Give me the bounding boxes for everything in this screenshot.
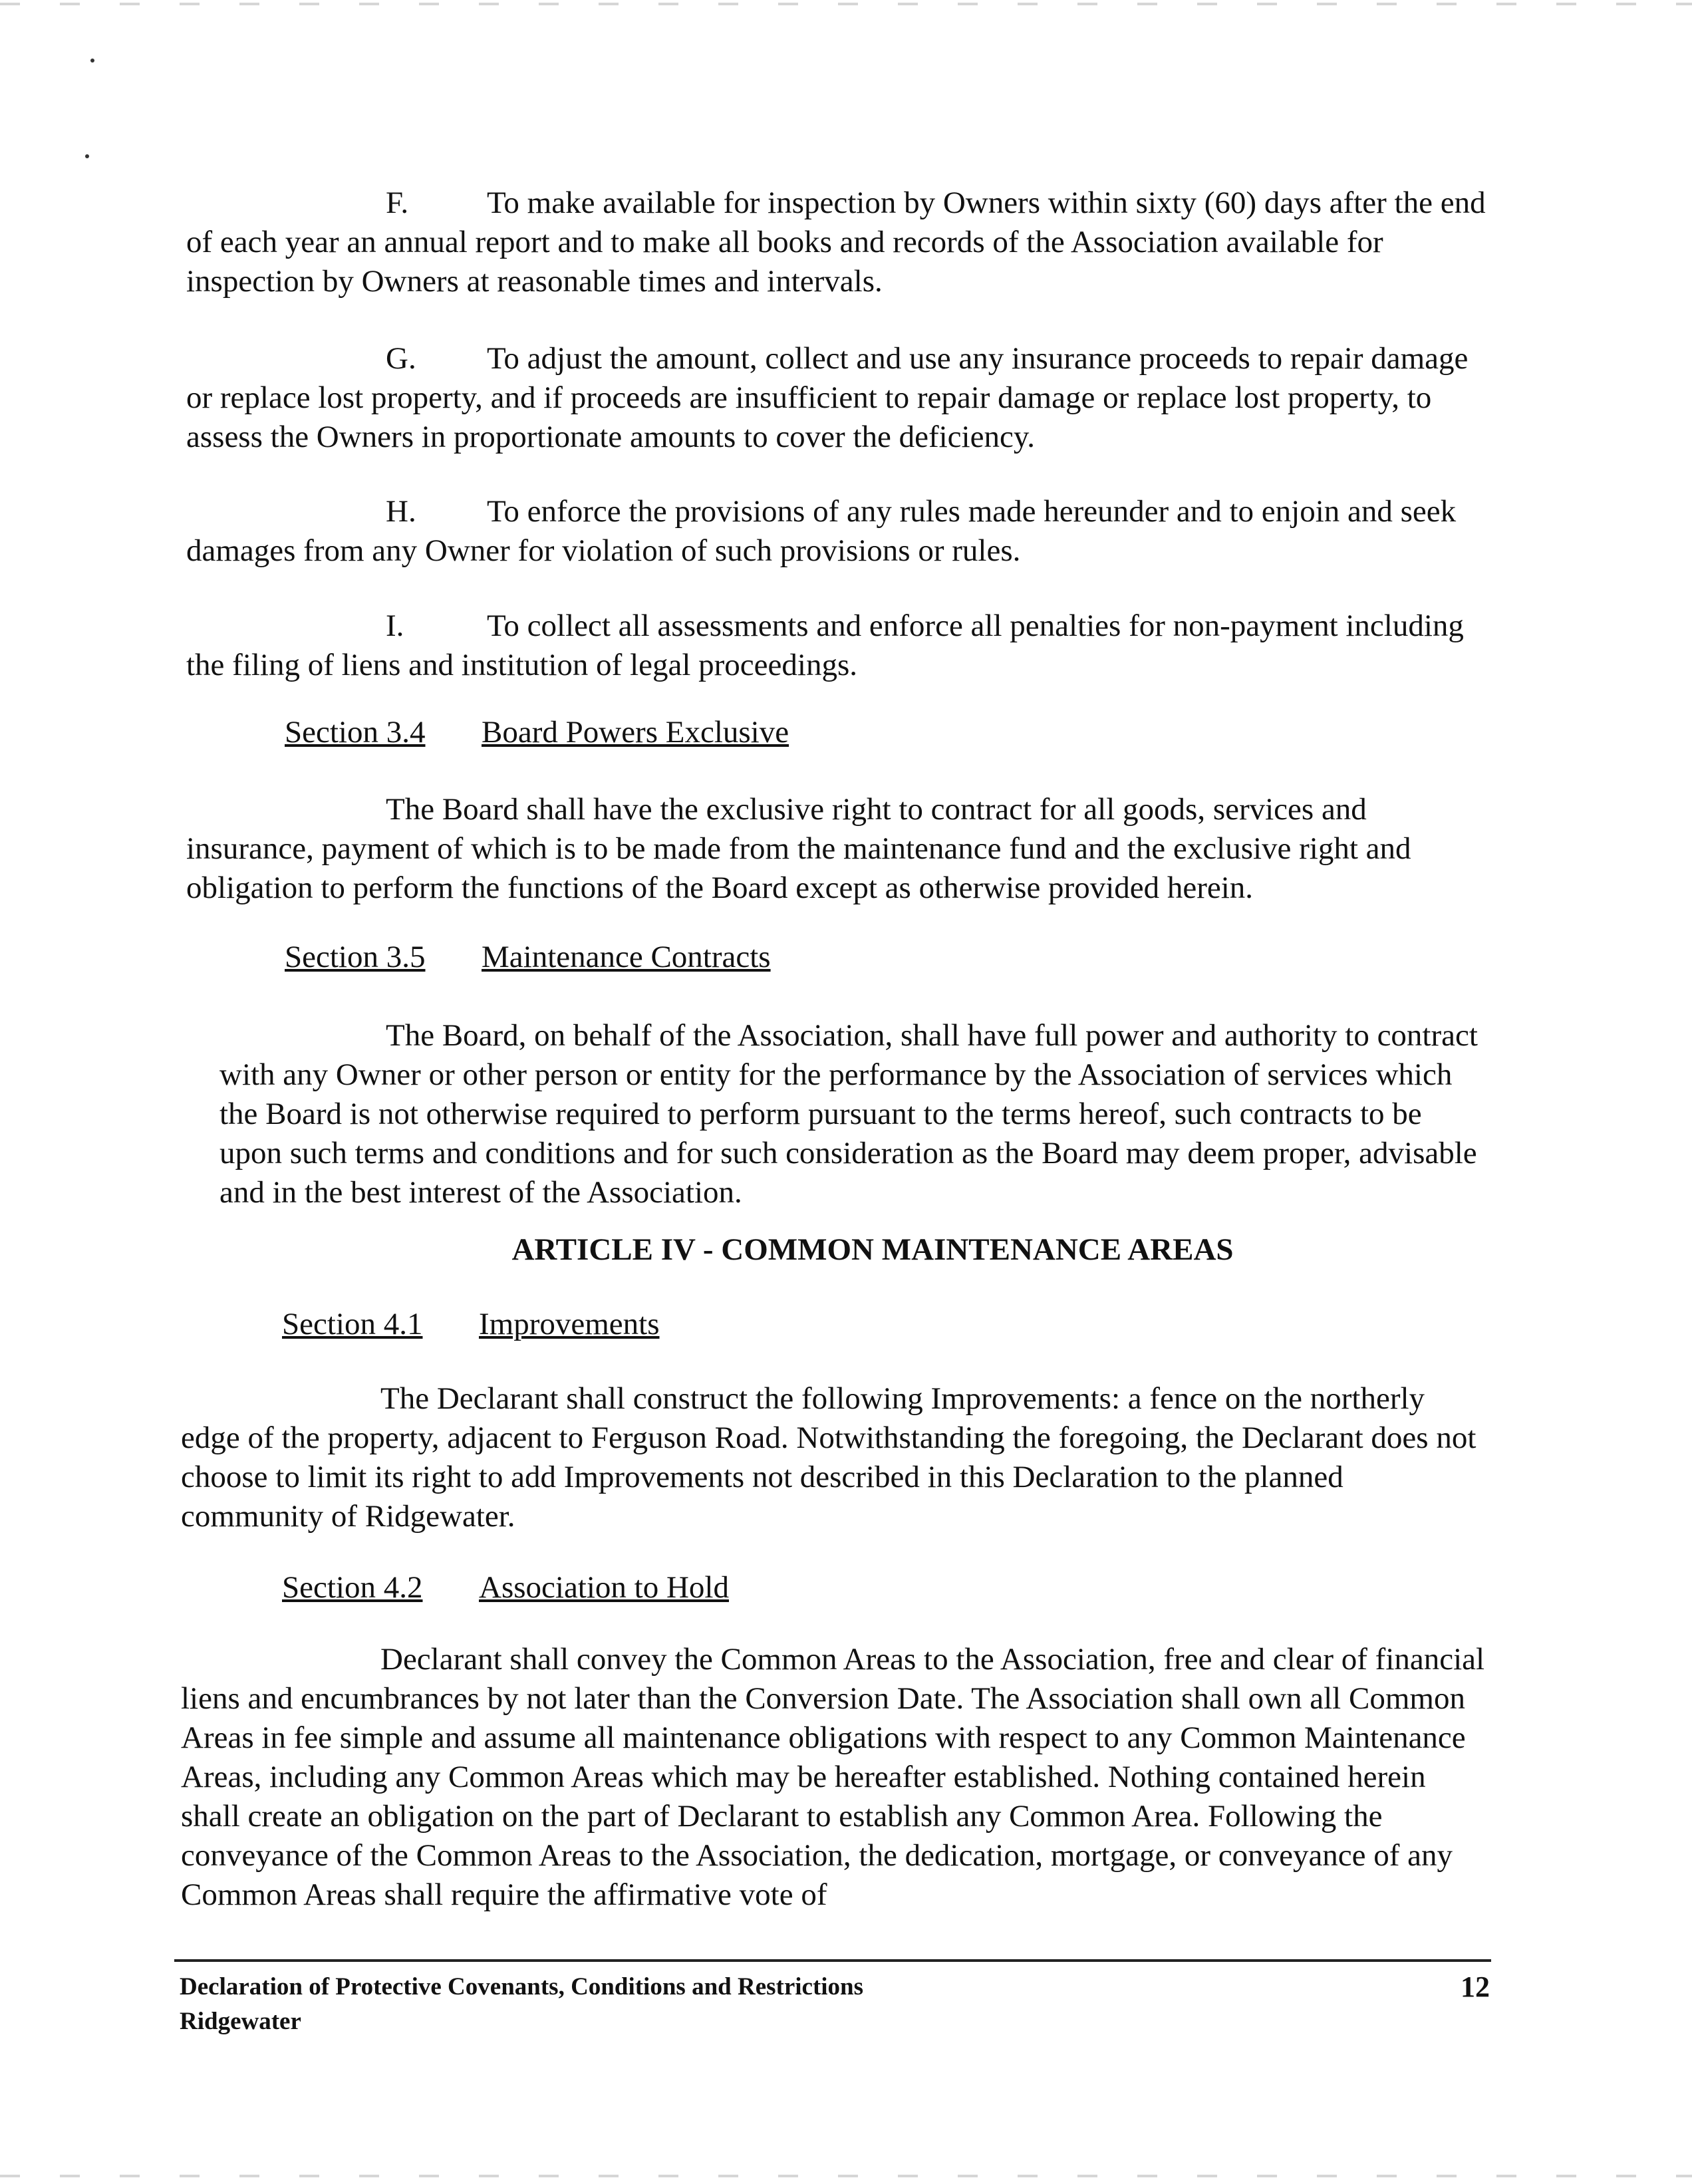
section-body-3-4: The Board shall have the exclusive right to contract for all goods, services and insurance, payment of which is to be made from the maintenance fund and the exclusive right and obligation to perform the functions of the Board except as otherwise provided herein. xyxy=(186,792,1411,905)
section-heading-3-5 xyxy=(285,938,771,977)
footer-divider xyxy=(174,1959,1491,1962)
scan-edge-top xyxy=(0,3,1692,5)
item-text: To adjust the amount, collect and use any insurance proceeds to repair damage or replace lost property, and if proceeds are insufficient to repair damage or replace lost property, to assess the Owners in proportionate amounts to cover the deficiency. xyxy=(186,341,1469,454)
article-heading: ARTICLE IV - COMMON MAINTENANCE AREAS xyxy=(511,1232,1234,1267)
item-text: To collect all assessments and enforce all penalties for non-payment including the filing of liens and institution of legal proceedings. xyxy=(186,609,1464,682)
section-number: Section 4.1 xyxy=(282,1307,423,1341)
list-item-f xyxy=(186,184,1490,301)
section-body-4-2: Declarant shall convey the Common Areas to the Association, free and clear of financial liens and encumbrances by not later than the Conversion Date. The Association shall own all Common Areas in fee simple and assume all maintenance obligations with respect to any Common Maintenance Areas, including any Common Areas which may be hereafter established. Nothing contained herein shall create an obligation on the part of Declarant to establish any Common Area. Following the conveyance of the Common Areas to the Association, the dedication, mortgage, or conveyance of any Common Areas shall require the affirmative vote of xyxy=(181,1642,1485,1912)
section-title: Board Powers Exclusive xyxy=(482,715,789,750)
list-item-i xyxy=(186,607,1490,685)
section-title: Improvements xyxy=(479,1307,660,1341)
scan-speck xyxy=(90,59,94,63)
list-item-g xyxy=(186,339,1490,457)
section-body-3-5: The Board, on behalf of the Association, shall have full power and authority to contract with any Owner or other person or entity for the performance by the Association of services which the Board is not otherwise required to perform pursuant to the terms hereof, such contracts to be upon such terms and conditions and for such consideration as the Board may deem proper, advisable and in the best interest of the Association. xyxy=(219,1018,1478,1210)
scan-edge-bottom xyxy=(0,2175,1692,2177)
item-text: To enforce the provisions of any rules made hereunder and to enjoin and seek damages from any Owner for violation of such provisions or rules. xyxy=(186,494,1457,568)
footer-document-title: Declaration of Protective Covenants, Conditions and Restrictions xyxy=(180,1973,864,2000)
section-number: Section 4.2 xyxy=(282,1570,423,1605)
item-letter: G. xyxy=(386,341,416,376)
section-heading-3-4 xyxy=(285,713,789,752)
item-letter: I. xyxy=(386,609,404,643)
item-letter: F. xyxy=(386,186,409,220)
section-body-4-1: The Declarant shall construct the following Improvements: a fence on the northerly edge of the property, adjacent to Ferguson Road. Notwithstanding the foregoing, the Declarant does not choose to limit its right to add Improvements not described in this Declaration to the planned community of Ridgewater. xyxy=(181,1381,1477,1534)
section-title: Maintenance Contracts xyxy=(482,940,771,974)
footer-community-name: Ridgewater xyxy=(180,2008,301,2035)
section-heading-4-1 xyxy=(282,1305,660,1344)
section-heading-4-2 xyxy=(282,1568,729,1607)
item-text: To make available for inspection by Owners within sixty (60) days after the end of each year an annual report and to make all books and records of the Association available for inspection by Owners at reasonable times and intervals. xyxy=(186,186,1486,299)
page-footer xyxy=(180,1970,1490,2039)
section-number: Section 3.4 xyxy=(285,715,426,750)
page-number: 12 xyxy=(1461,1971,1490,2003)
item-letter: H. xyxy=(386,494,416,529)
section-title: Association to Hold xyxy=(479,1570,729,1605)
scan-speck xyxy=(85,154,89,158)
list-item-h xyxy=(186,492,1490,571)
section-number: Section 3.5 xyxy=(285,940,426,974)
